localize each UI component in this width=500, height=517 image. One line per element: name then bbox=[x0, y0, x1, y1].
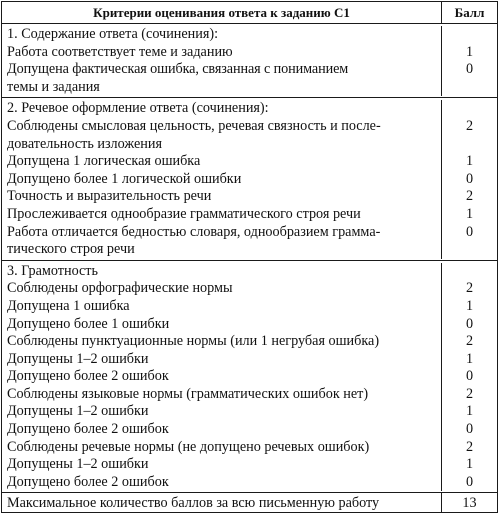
criterion-text: Точность и выразительность речи bbox=[7, 188, 212, 205]
score-value: 1 bbox=[465, 153, 474, 170]
section-criteria-cell bbox=[2, 26, 442, 96]
criterion-text: Допущено более 2 ошибок bbox=[7, 473, 169, 490]
score-value: 1 bbox=[465, 205, 474, 222]
total-label: Максимальное количество баллов за всю письменную работу bbox=[2, 493, 442, 512]
section-score-cell bbox=[442, 100, 497, 258]
section-literacy bbox=[2, 260, 497, 493]
section-score-cell bbox=[442, 26, 497, 96]
section-speech bbox=[2, 97, 497, 259]
criterion-text-cont: тического строя речи bbox=[7, 241, 135, 258]
criterion-text: Допущено более 1 логической ошибки bbox=[7, 170, 242, 187]
score-value: 2 bbox=[465, 280, 474, 297]
criterion-text: Соблюдены речевые нормы (не допущено речевых ошибок) bbox=[7, 438, 370, 455]
criterion-text: Допущена 1 ошибка bbox=[7, 297, 130, 314]
criteria-table bbox=[1, 1, 498, 513]
section-criteria-cell bbox=[2, 263, 442, 492]
score-value: 1 bbox=[465, 350, 474, 367]
criterion-text: Допущена фактическая ошибка, связанная с пониманием bbox=[7, 61, 349, 78]
score-value: 1 bbox=[465, 297, 474, 314]
criterion-text: Соблюдены пунктуационные нормы (или 1 негрубая ошибка) bbox=[7, 333, 380, 350]
criterion-text: Допущены 1–2 ошибки bbox=[7, 403, 149, 420]
criterion-text: Допущена 1 логическая ошибка bbox=[7, 153, 201, 170]
criterion-text: Допущено более 2 ошибок bbox=[7, 368, 169, 385]
total-row bbox=[2, 492, 497, 512]
score-value: 0 bbox=[465, 368, 474, 385]
section-title: 2. Речевое оформление ответа (сочинения): bbox=[7, 100, 269, 117]
section-title: 1. Содержание ответа (сочинения): bbox=[7, 26, 219, 42]
criterion-text: Допущены 1–2 ошибки bbox=[7, 350, 149, 367]
section-score-cell bbox=[442, 263, 497, 492]
score-value: 1 bbox=[465, 43, 474, 60]
score-value: 0 bbox=[465, 223, 474, 240]
criterion-text-cont: темы и задания bbox=[7, 78, 100, 95]
score-column-header: Балл bbox=[454, 5, 485, 20]
section-content bbox=[2, 23, 497, 97]
score-value: 2 bbox=[465, 188, 474, 205]
criteria-column-header: Критерии оценивания ответа к заданию С1 bbox=[2, 2, 442, 23]
criterion-text-cont: довательность изложения bbox=[7, 135, 162, 152]
criterion-text: Работа отличается бедностью словаря, однообразием грамма- bbox=[7, 223, 381, 240]
criterion-text: Допущено более 1 ошибки bbox=[7, 315, 170, 332]
criterion-text: Допущены 1–2 ошибки bbox=[7, 456, 149, 473]
score-value: 1 bbox=[465, 456, 474, 473]
criterion-text: Соблюдены смысловая цельность, речевая связность и после- bbox=[7, 117, 381, 134]
score-value: 0 bbox=[465, 61, 474, 78]
total-score: 13 bbox=[462, 495, 477, 512]
score-value: 2 bbox=[465, 117, 474, 134]
score-value: 2 bbox=[465, 385, 474, 402]
score-value: 0 bbox=[465, 170, 474, 187]
criterion-text: Прослеживается однообразие грамматического строя речи bbox=[7, 205, 361, 222]
criterion-text: Работа соответствует теме и заданию bbox=[7, 43, 233, 60]
score-value: 0 bbox=[465, 473, 474, 490]
criterion-text: Соблюдены орфографические нормы bbox=[7, 280, 233, 297]
score-value: 1 bbox=[465, 403, 474, 420]
criterion-text: Соблюдены языковые нормы (грамматических ошибок нет) bbox=[7, 385, 369, 402]
table-header-row bbox=[2, 2, 497, 23]
score-value: 0 bbox=[465, 421, 474, 438]
score-value: 0 bbox=[465, 315, 474, 332]
score-value: 2 bbox=[465, 333, 474, 350]
section-title: 3. Грамотность bbox=[7, 262, 98, 279]
section-criteria-cell bbox=[2, 100, 442, 258]
score-value: 2 bbox=[465, 438, 474, 455]
criterion-text: Допущено более 2 ошибок bbox=[7, 421, 169, 438]
